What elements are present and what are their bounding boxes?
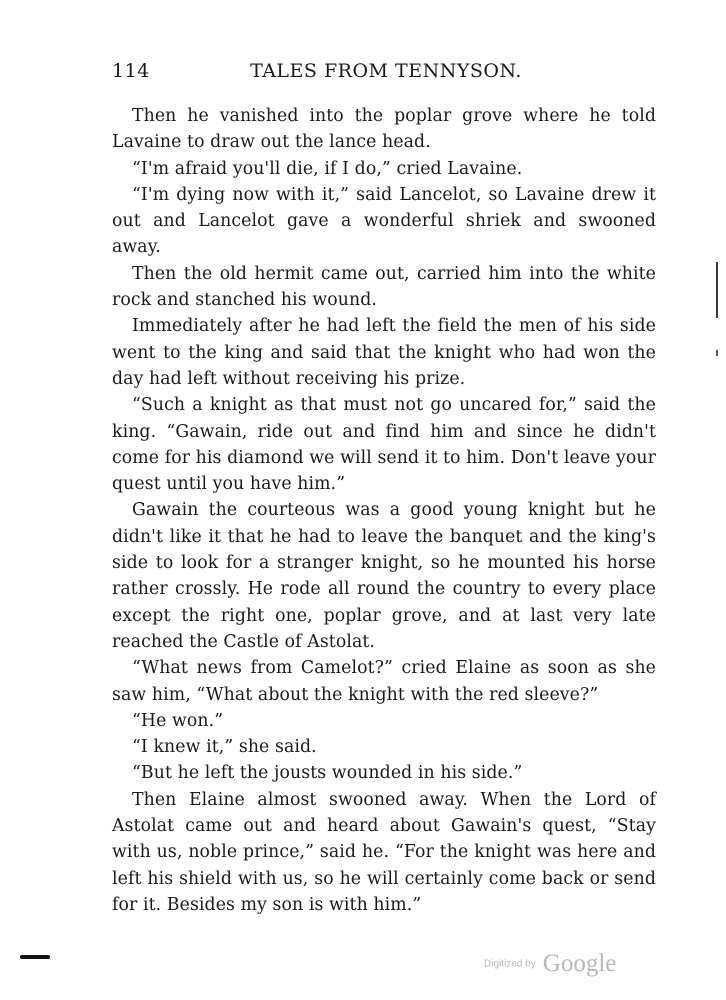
paragraph: Then the old hermit came out, carried him into the white rock and stanched his wound. bbox=[112, 263, 656, 311]
paragraph: “But he left the jousts wounded in his side.” bbox=[132, 763, 523, 784]
paragraph: “I knew it,” she said. bbox=[132, 737, 317, 758]
digitized-watermark bbox=[484, 950, 644, 980]
digitized-by-label: Digitized by bbox=[484, 958, 536, 970]
google-logo: Google bbox=[542, 950, 617, 977]
margin-dash-mark bbox=[20, 955, 50, 959]
paragraph: Then he vanished into the poplar grove where he told Lavaine to draw out the lance head. bbox=[112, 106, 656, 153]
running-head bbox=[112, 60, 660, 90]
paragraph: “I'm afraid you'll die, if I do,” cried Lavaine. bbox=[132, 158, 523, 179]
page-number: 114 bbox=[112, 60, 150, 82]
running-title: TALES FROM TENNYSON. bbox=[250, 60, 522, 82]
paragraph: Immediately after he had left the field the men of his side went to the king and said that the knight who had won the day had left without receiving his prize. bbox=[112, 316, 656, 389]
body-text bbox=[112, 103, 656, 918]
paragraph: “I'm dying now with it,” said Lancelot, so Lavaine drew it out and Lancelot gave a wonderful shriek and swooned away. bbox=[112, 184, 656, 258]
page-edge-line bbox=[716, 262, 718, 318]
paragraph: “Such a knight as that must not go uncared for,” said the king. “Gawain, ride out and find him and since he didn't come for his diamond we will send it to him. Don't leave your quest until you have him.” bbox=[112, 395, 656, 495]
paragraph: “He won.” bbox=[132, 710, 224, 731]
paragraph: “What news from Camelot?” cried Elaine as soon as she saw him, “What about the knight with the red sleeve?” bbox=[112, 658, 656, 705]
paragraph: Gawain the courteous was a good young knight but he didn't like it that he had to leave the banquet and the king's side to look for a stranger knight, so he mounted his horse rather crossly. He rode all round the country to every place except the right one, poplar grove, and at last very late reached the Castle of Astolat. bbox=[112, 500, 656, 652]
page-edge-mark bbox=[716, 350, 718, 356]
paragraph: Then Elaine almost swooned away. When the Lord of Astolat came out and heard about Gawain's quest, “Stay with us, noble prince,” said he. “For the knight was here and left his shield with us, so he will certainly come back or send for it. Besides my son is with him.” bbox=[112, 789, 656, 915]
